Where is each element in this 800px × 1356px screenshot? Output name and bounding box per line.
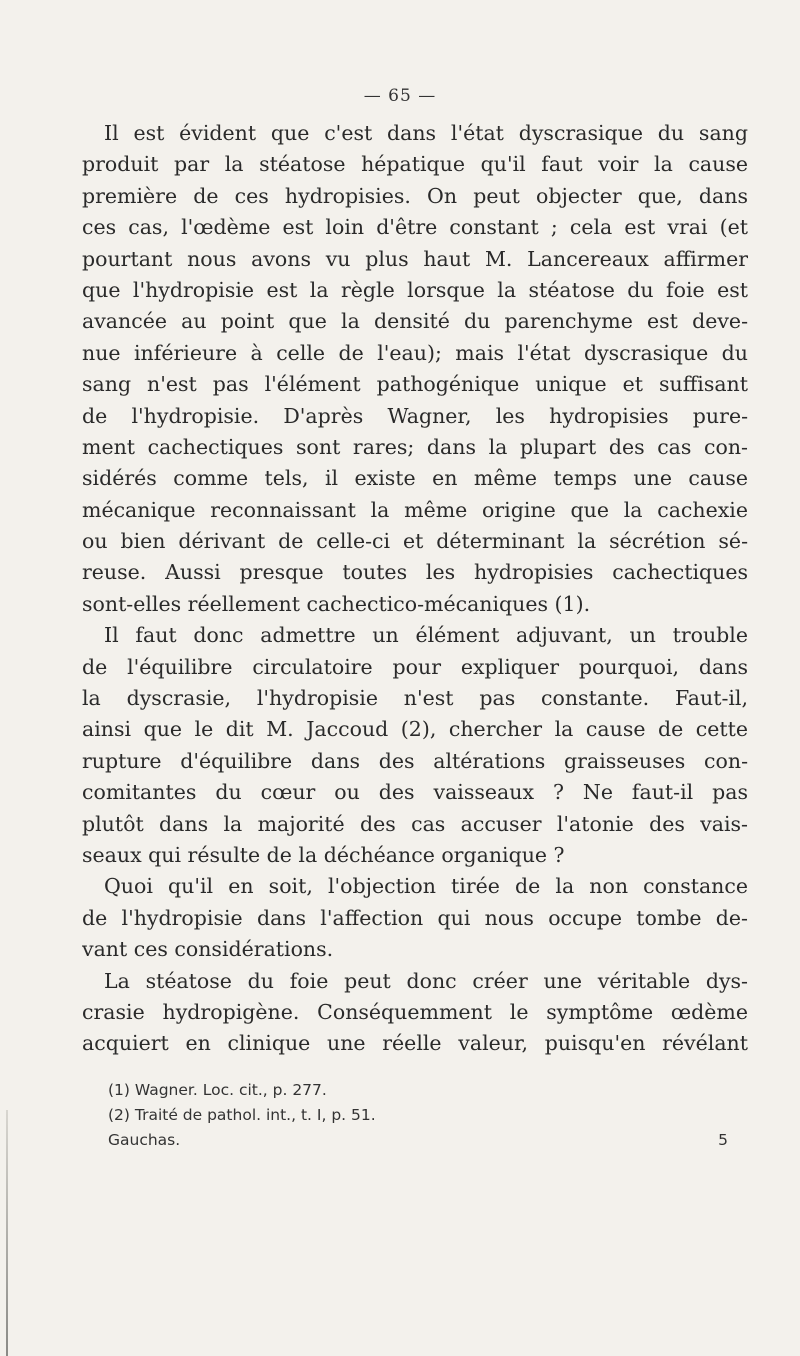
footnote: (1) Wagner. Loc. cit., p. 277. (108, 1081, 327, 1099)
signature-name: Gauchas. (108, 1131, 181, 1149)
text-line: reuse. Aussi presque toutes les hydropisies cachectiques (82, 560, 748, 585)
text-line: sang n'est pas l'élément pathogénique unique et suffisant (82, 372, 748, 397)
text-line: plutôt dans la majorité des cas accuser l'atonie des vais- (82, 811, 748, 836)
text-line: première de ces hydropisies. On peut objecter que, dans (82, 183, 748, 208)
text-line: rupture d'équilibre dans des altérations graisseuses con- (82, 748, 748, 773)
text-line: la dyscrasie, l'hydropisie n'est pas constante. Faut-il, (82, 686, 748, 711)
binding-edge (6, 1110, 8, 1356)
text-line: nue inférieure à celle de l'eau); mais l'état dyscrasique du (82, 340, 748, 365)
text-line: sont-elles réellement cachectico-mécaniques (1). (82, 591, 591, 616)
text-line: sidérés comme tels, il existe en même temps une cause (82, 466, 748, 491)
body-text (82, 118, 748, 1060)
text-line: ainsi que le dit M. Jaccoud (2), chercher la cause de cette (82, 717, 748, 742)
text-line: Il faut donc admettre un élément adjuvant, un trouble (104, 623, 748, 648)
text-line: La stéatose du foie peut donc créer une véritable dys- (104, 968, 748, 993)
text-line: de l'hydropisie. D'après Wagner, les hydropisies pure- (82, 403, 748, 428)
signature-line (108, 1128, 748, 1153)
text-line: Il est évident que c'est dans l'état dyscrasique du sang (104, 121, 748, 145)
text-line: Quoi qu'il en soit, l'objection tirée de la non constance (104, 874, 748, 899)
sheet-number: 5 (718, 1131, 728, 1149)
text-line: que l'hydropisie est la règle lorsque la stéatose du foie est (82, 277, 748, 302)
text-line: de l'équilibre circulatoire pour expliquer pourquoi, dans (82, 654, 748, 679)
text-line: ment cachectiques sont rares; dans la plupart des cas con- (82, 434, 748, 459)
footnotes (108, 1078, 748, 1153)
text-line: mécanique reconnaissant la même origine que la cachexie (82, 497, 748, 522)
text-line: acquiert en clinique une réelle valeur, puisqu'en révélant (82, 1031, 748, 1056)
text-line: comitantes du cœur ou des vaisseaux ? Ne faut-il pas (82, 780, 748, 805)
text-line: ou bien dérivant de celle-ci et déterminant la sécrétion sé- (82, 529, 748, 554)
text-line: produit par la stéatose hépatique qu'il faut voir la cause (82, 152, 748, 177)
text-line: vant ces considérations. (82, 937, 334, 962)
footnote: (2) Traité de pathol. int., t. I, p. 51. (108, 1106, 376, 1124)
text-line: pourtant nous avons vu plus haut M. Lancereaux affirmer (82, 246, 748, 271)
text-line: crasie hydropigène. Conséquemment le symptôme œdème (82, 999, 748, 1024)
text-line: seaux qui résulte de la déchéance organique ? (82, 842, 565, 867)
text-line: ces cas, l'œdème est loin d'être constant ; cela est vrai (et (82, 215, 748, 240)
text-line: avancée au point que la densité du parenchyme est deve- (82, 309, 748, 334)
page-number: — 65 — (363, 86, 437, 106)
text-line: de l'hydropisie dans l'affection qui nous occupe tombe de- (82, 905, 748, 930)
